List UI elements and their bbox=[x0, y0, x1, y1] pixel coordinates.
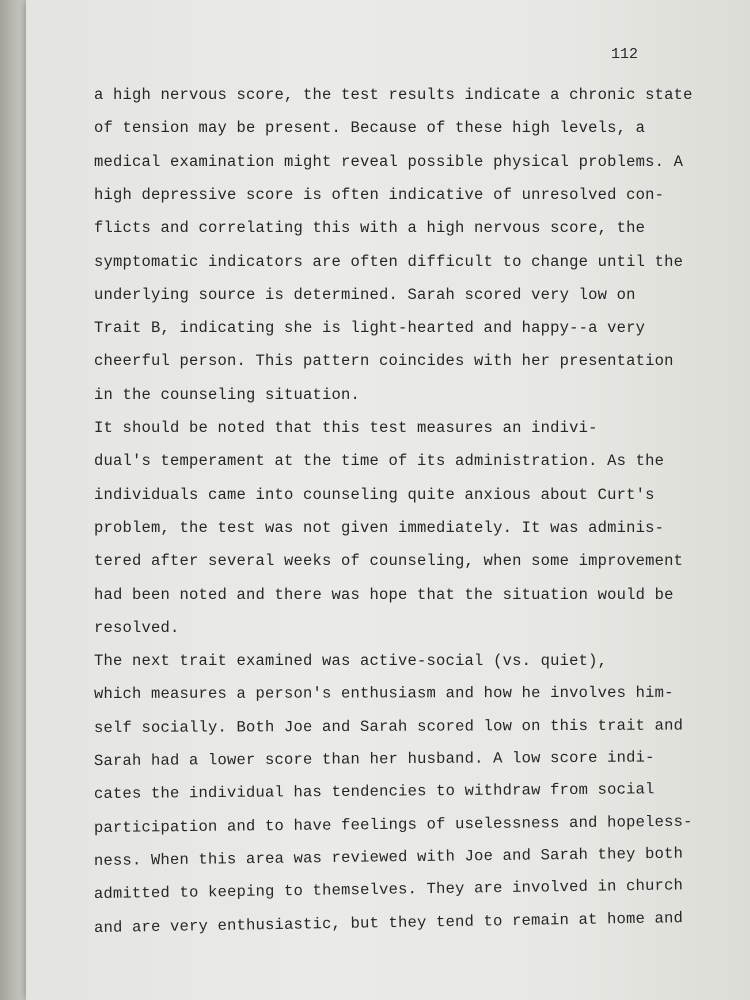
text-line: self socially. Both Joe and Sarah scored low on this trait and bbox=[93, 716, 684, 737]
page-number: 112 bbox=[611, 46, 639, 63]
text-line: ness. When this area was reviewed with Joe and Sarah they both bbox=[93, 844, 684, 870]
text-line: tered after several weeks of counseling, when some improvement bbox=[94, 552, 684, 571]
text-line: cheerful person. This pattern coincides with her presentation bbox=[94, 352, 674, 371]
text-line: resolved. bbox=[94, 618, 180, 637]
text-line: in the counseling situation. bbox=[94, 385, 361, 404]
text-line: medical examination might reveal possible physical problems. A bbox=[94, 152, 684, 171]
text-line: which measures a person's enthusiasm and how he involves him- bbox=[93, 684, 674, 704]
text-line: It should be noted that this test measures an indivi- bbox=[94, 419, 598, 437]
text-line: of tension may be present. Because of these high levels, a bbox=[94, 119, 646, 138]
text-line: individuals came into counseling quite anxious about Curt's bbox=[94, 485, 655, 504]
text-line: underlying source is determined. Sarah scored very low on bbox=[94, 285, 636, 304]
text-line: flicts and correlating this with a high nervous score, the bbox=[94, 219, 646, 238]
document-page bbox=[26, 0, 750, 1000]
book-spine-edge bbox=[0, 0, 26, 1000]
text-line: high depressive score is often indicative of unresolved con- bbox=[94, 185, 665, 204]
text-line: dual's temperament at the time of its administration. As the bbox=[94, 452, 665, 471]
text-line: participation and to have feelings of uselessness and hopeless- bbox=[93, 812, 693, 837]
text-line: Sarah had a lower score than her husband. A low score indi- bbox=[93, 748, 655, 770]
text-line: admitted to keeping to themselves. They are involved in church bbox=[93, 876, 684, 904]
text-line: had been noted and there was hope that the situation would be bbox=[94, 585, 674, 604]
text-line: The next trait examined was active-social (vs. quiet), bbox=[94, 652, 608, 671]
text-line: Trait B, indicating she is light-hearted and happy--a very bbox=[94, 319, 646, 338]
text-line: and are very enthusiastic, but they tend to remain at home and bbox=[93, 908, 684, 937]
text-line: cates the individual has tendencies to withdraw from social bbox=[93, 780, 655, 804]
text-line: problem, the test was not given immediately. It was adminis- bbox=[94, 518, 665, 537]
text-line: symptomatic indicators are often difficult to change until the bbox=[94, 252, 684, 271]
text-line: a high nervous score, the test results indicate a chronic state bbox=[94, 86, 693, 104]
